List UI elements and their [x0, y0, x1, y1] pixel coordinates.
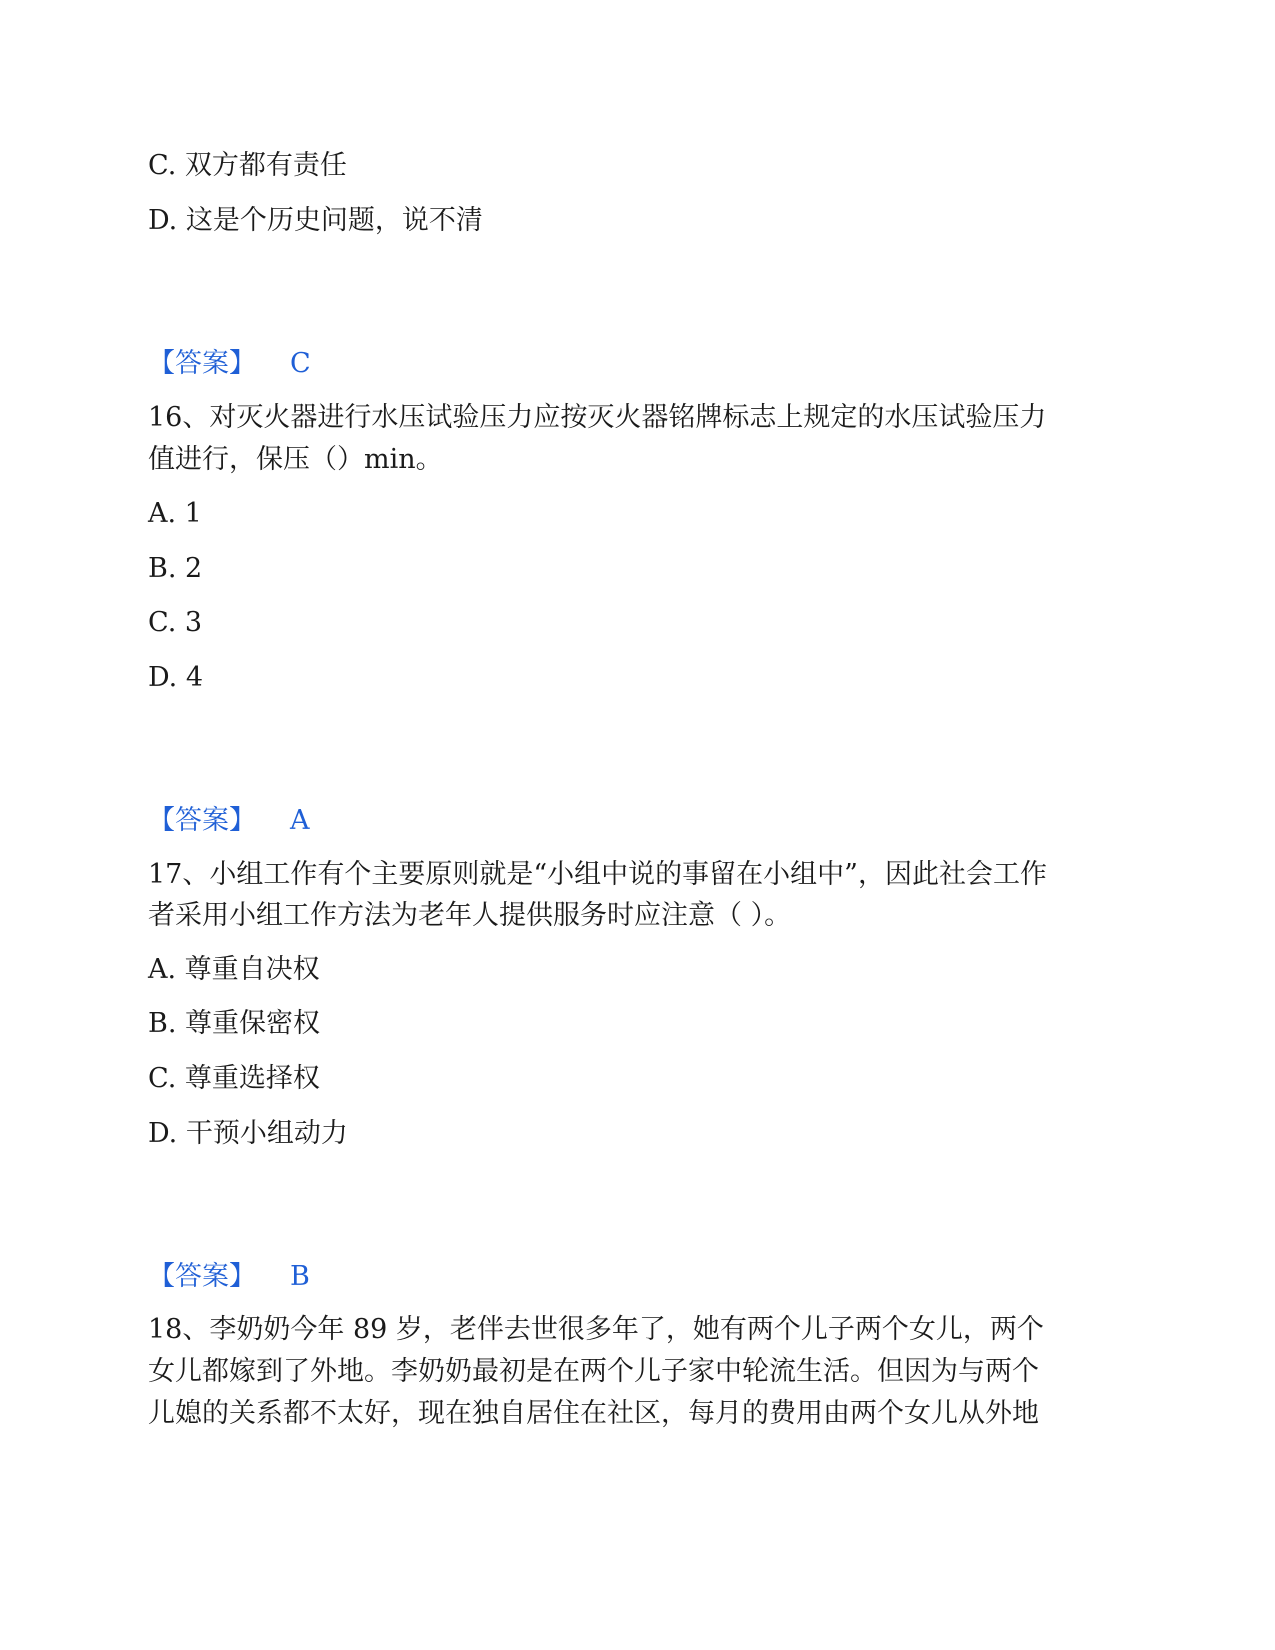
- question-17-line-1: 17、小组工作有个主要原则就是“小组中说的事留在小组中”，因此社会工作: [148, 859, 1047, 890]
- option-16-d: D. 4: [148, 662, 204, 693]
- answer-label: 【答案】: [148, 348, 256, 379]
- option-15-c: C. 双方都有责任: [148, 150, 347, 181]
- answer-value: B: [290, 1261, 310, 1292]
- option-17-b: B. 尊重保密权: [148, 1008, 321, 1039]
- answer-label: 【答案】: [148, 805, 256, 836]
- question-16-line-1: 16、对灭火器进行水压试验压力应按灭火器铭牌标志上规定的水压试验压力: [148, 402, 1047, 433]
- answer-16: [148, 801, 310, 841]
- answer-value: A: [290, 805, 310, 836]
- answer-value: C: [290, 348, 311, 379]
- option-16-b: B. 2: [148, 553, 203, 584]
- option-17-d: D. 干预小组动力: [148, 1118, 348, 1149]
- question-18-line-2: 女儿都嫁到了外地。李奶奶最初是在两个儿子家中轮流生活。但因为与两个: [148, 1356, 1039, 1387]
- answer-17: [148, 1257, 310, 1297]
- question-18-line-3: 儿媳的关系都不太好，现在独自居住在社区，每月的费用由两个女儿从外地: [148, 1398, 1039, 1429]
- option-16-c: C. 3: [148, 607, 203, 638]
- option-15-d: D. 这是个历史问题，说不清: [148, 205, 483, 236]
- option-17-c: C. 尊重选择权: [148, 1063, 320, 1094]
- question-17-line-2: 者采用小组工作方法为老年人提供服务时应注意（ ）。: [148, 900, 792, 931]
- answer-15: [148, 344, 311, 384]
- answer-label: 【答案】: [148, 1261, 256, 1292]
- option-17-a: A. 尊重自决权: [148, 954, 320, 985]
- question-16-line-2: 值进行，保压（）min。: [148, 444, 443, 475]
- option-16-a: A. 1: [148, 498, 202, 529]
- question-18-line-1: 18、李奶奶今年 89 岁，老伴去世很多年了，她有两个儿子两个女儿，两个: [148, 1314, 1044, 1345]
